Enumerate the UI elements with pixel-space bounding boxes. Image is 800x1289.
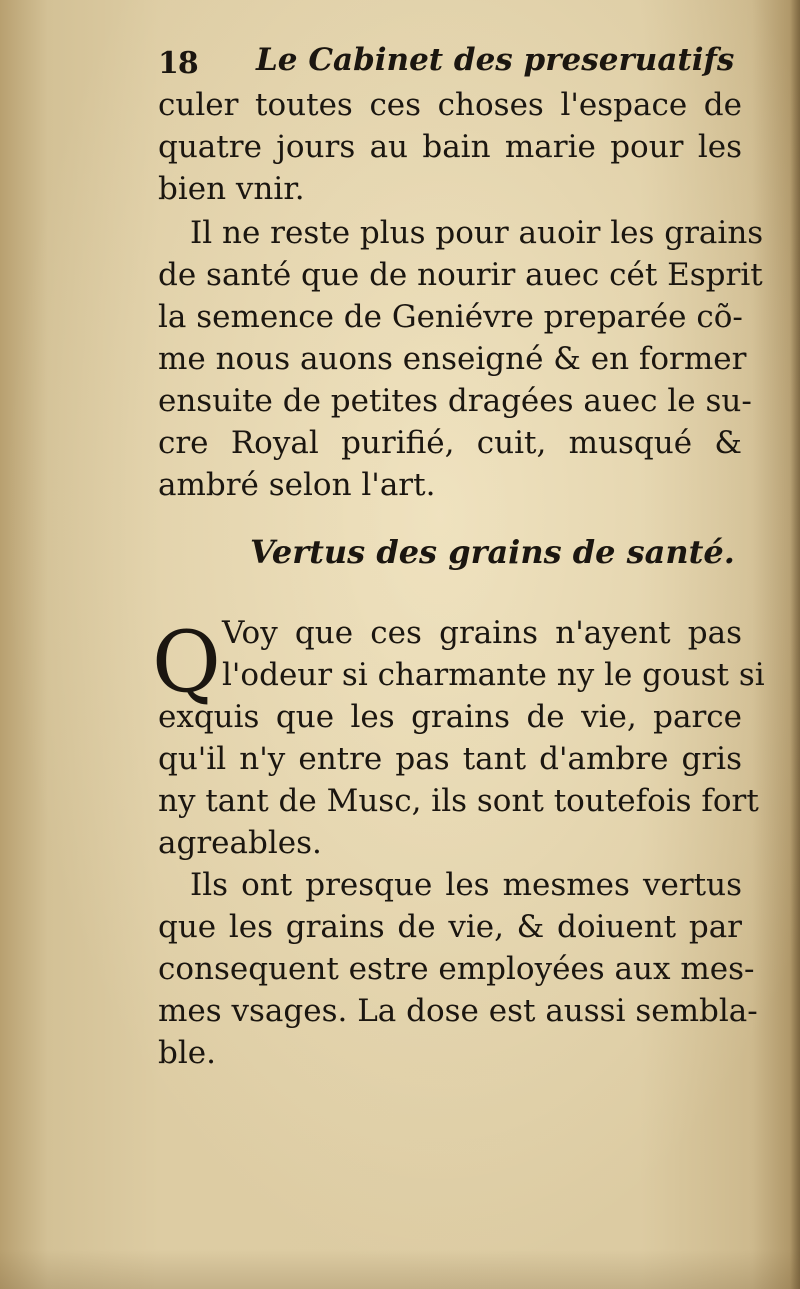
text-line: consequent estre employées aux mes- xyxy=(158,951,755,987)
text-line: exquis que les grains de vie, parce xyxy=(158,699,742,735)
running-title: Le Cabinet des preseruatifs xyxy=(256,42,735,78)
text-line: agreables. xyxy=(158,825,322,861)
paragraph-grains-preparation xyxy=(158,212,764,506)
page-edge-shadow xyxy=(790,0,800,1289)
text-line: quatre jours au bain marie pour les xyxy=(158,129,742,165)
paragraph-grains-odour xyxy=(158,612,765,864)
text-line: qu'il n'y entre pas tant d'ambre gris xyxy=(158,741,742,777)
text-line: mes vsages. La dose est aussi sembla- xyxy=(158,993,758,1029)
text-line: Voy que ces grains n'ayent pas xyxy=(222,615,742,651)
text-line: ambré selon l'art. xyxy=(158,467,436,503)
text-line: de santé que de nourir auec cét Esprit xyxy=(158,257,763,293)
text-line: la semence de Geniévre preparée cõ- xyxy=(158,299,743,335)
text-line: ny tant de Musc, ils sont toutefois fort xyxy=(158,783,759,819)
text-line: Il ne reste plus pour auoir les grains xyxy=(190,215,764,251)
text-line: que les grains de vie, & doiuent par xyxy=(158,909,742,945)
text-line: l'odeur si charmante ny le goust si xyxy=(222,657,765,693)
text-line: bien vnir. xyxy=(158,171,305,207)
text-line: Ils ont presque les mesmes vertus xyxy=(190,867,742,903)
text-line: cre Royal purifié, cuit, musqué & xyxy=(158,425,742,461)
page-number: 18 xyxy=(158,46,198,81)
section-heading: Vertus des grains de santé. xyxy=(250,533,735,571)
paragraph-grains-virtues xyxy=(158,864,758,1074)
drop-cap: Q xyxy=(152,613,221,711)
text-line: ensuite de petites dragées auec le su- xyxy=(158,383,752,419)
text-line: culer toutes ces choses l'espace de xyxy=(158,87,742,123)
text-line: me nous auons enseigné & en former xyxy=(158,341,747,377)
text-line: ble. xyxy=(158,1035,216,1071)
paragraph-continuation xyxy=(158,84,742,210)
page-header xyxy=(158,42,735,86)
page-bottom-shade xyxy=(0,1249,800,1289)
